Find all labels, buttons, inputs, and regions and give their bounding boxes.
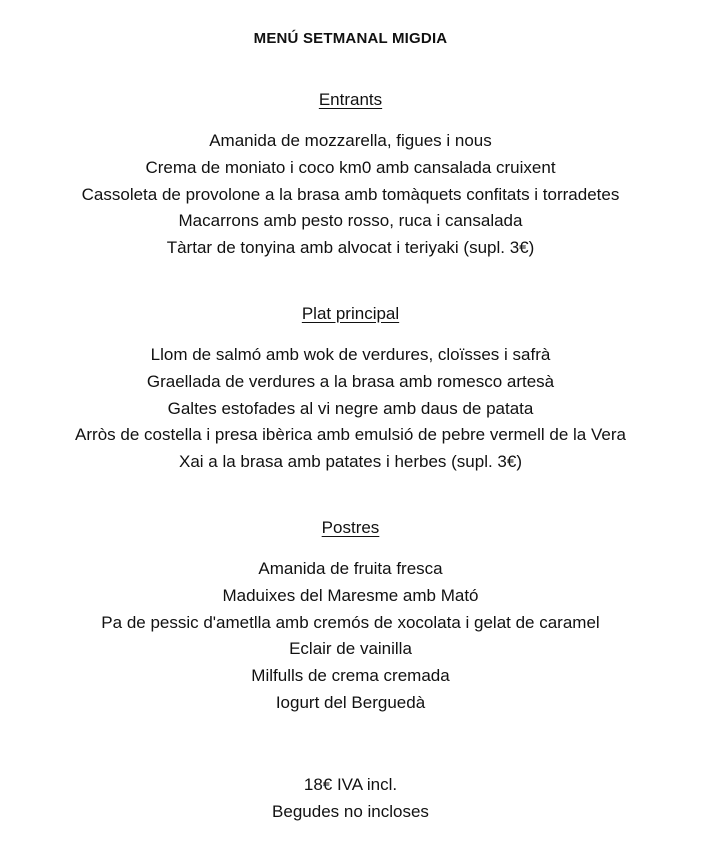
- section-heading-postres: Postres: [321, 518, 380, 537]
- section-heading-plat-principal: Plat principal: [301, 304, 400, 323]
- menu-item: Amanida de fruita fresca: [258, 559, 443, 578]
- menu-item: Llom de salmó amb wok de verdures, cloïsses i safrà: [150, 345, 551, 364]
- section-entrants: [0, 89, 701, 262]
- menu-item: Amanida de mozzarella, figues i nous: [209, 131, 492, 150]
- menu-item: Milfulls de crema cremada: [251, 666, 450, 686]
- menu-item: Tàrtar de tonyina amb alvocat i teriyaki (supl. 3€): [166, 238, 535, 258]
- menu-item: Iogurt del Berguedà: [275, 692, 426, 712]
- menu-item: Xai a la brasa amb patates i herbes (supl. 3€): [178, 452, 523, 472]
- menu-item: Cassoleta de provolone a la brasa amb tomàquets confitats i torradetes: [81, 184, 620, 204]
- menu-item: Macarrons amb pesto rosso, ruca i cansalada: [178, 211, 523, 231]
- menu-item: Crema de moniato i coco km0 amb cansalada cruixent: [145, 157, 556, 177]
- price-note: 18€ IVA incl.: [303, 775, 398, 794]
- section-postres: [0, 517, 701, 717]
- menu-item: Pa de pessic d'ametlla amb cremós de xocolata i gelat de caramel: [101, 612, 600, 632]
- menu-item: Maduixes del Maresme amb Mató: [222, 585, 479, 605]
- section-heading-entrants: Entrants: [318, 90, 383, 109]
- section-plat-principal: [0, 303, 701, 476]
- menu-item: Arròs de costella i presa ibèrica amb emulsió de pebre vermell de la Vera: [75, 425, 626, 445]
- menu-title: MENÚ SETMANAL MIGDIA: [253, 30, 448, 47]
- menu-item: Eclair de vainilla: [289, 639, 412, 659]
- menu-item: Graellada de verdures a la brasa amb romesco artesà: [146, 371, 555, 391]
- menu-item: Galtes estofades al vi negre amb daus de patata: [167, 398, 534, 418]
- drinks-note: Begudes no incloses: [272, 802, 429, 821]
- menu-footer: [0, 771, 701, 825]
